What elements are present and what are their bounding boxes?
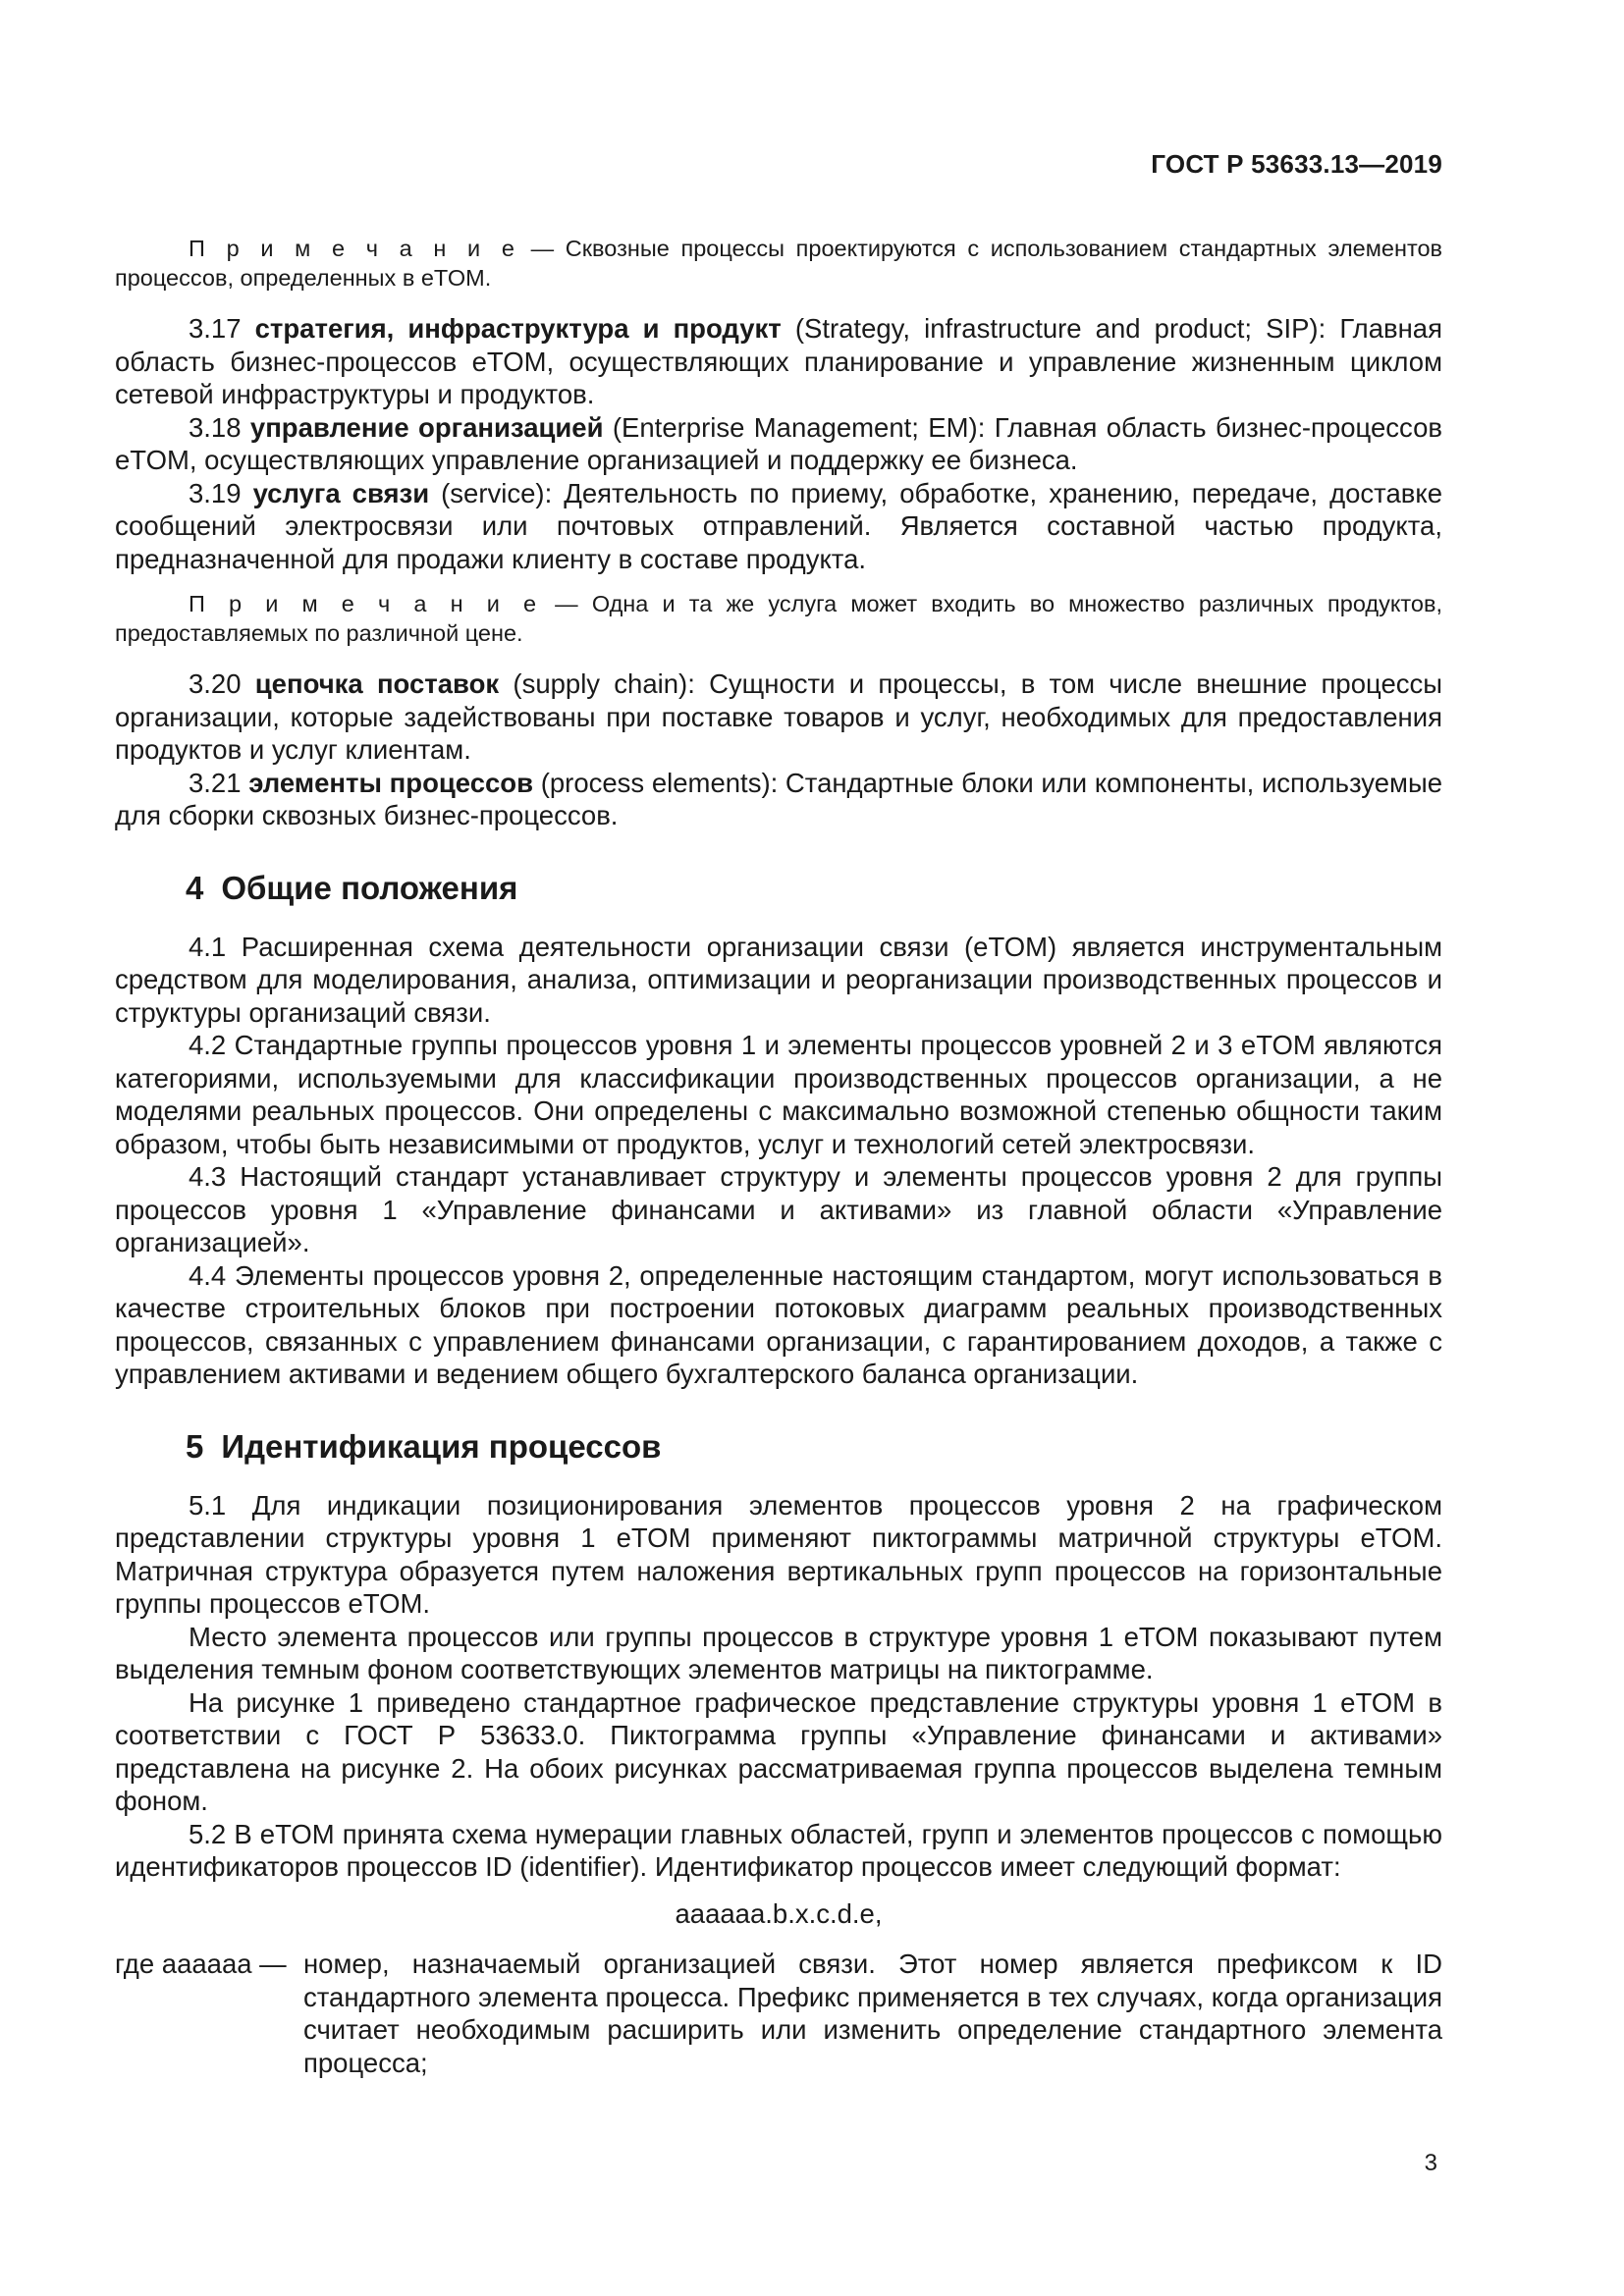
section-number: 5: [186, 1427, 204, 1465]
definition-number: 3.18: [189, 411, 250, 443]
definition-number: 3.17: [189, 313, 255, 344]
note-2: [115, 589, 1442, 648]
note-text: — Сквозные процессы проектируются с использованием стандартных элементов процессов, определенных в eTOM.: [115, 236, 1442, 291]
note-text: — Одна и та же услуга может входить во множество различных продуктов, предоставляемых по различной цене.: [115, 591, 1442, 646]
definition-number: 3.19: [189, 477, 253, 508]
definition-term: услуга связи: [252, 477, 430, 508]
definition-number: 3.21: [189, 767, 249, 798]
page-number: 3: [1424, 2150, 1437, 2176]
paragraph-4-2: 4.2 Стандартные группы процессов уровня 1 и элементы процессов уровней 2 и 3 eTOM являются категориями, используемыми для классификации производственных процессов организации, а не моделями реальных процессов. Они определены с максимально возможной степенью общности таким образом, чтобы быть независимыми от продуктов, услуг и технологий сетей электросвязи.: [115, 1030, 1442, 1159]
section-title: Идентификация процессов: [221, 1427, 662, 1465]
section-number: 4: [186, 869, 204, 906]
section-5-heading: [186, 1428, 1442, 1466]
paragraph-4-4: 4.4 Элементы процессов уровня 2, определенные настоящим стандартом, могут использоваться в качестве строительных блоков при построении потоковых диаграмм реальных производственных процессов, связанных с управлением финансами организации, с гарантированием доходов, а также с управлением активами и ведением общего бухгалтерского баланса организации.: [115, 1259, 1442, 1389]
paragraph-4-1: 4.1 Расширенная схема деятельности организации связи (eTOM) является инструментальным средством для моделирования, анализа, оптимизации и реорганизации производственных процессов и структуры организаций связи.: [115, 931, 1442, 1028]
note-label: П р и м е ч а н и е: [189, 236, 519, 261]
note-label: П р и м е ч а н и е: [189, 591, 542, 616]
paragraph-5-1-b: Место элемента процессов или группы процессов в структуре уровня 1 eTOM показывают путем выделения темным фоном соответствующих элементов матрицы на пиктограмме.: [115, 1621, 1442, 1684]
definition-text: (Enterprise Management; EM): Главная область бизнес-процессов eTOM, осуществляющих управление организацией и поддержку ее бизнеса.: [115, 411, 1442, 475]
paragraph-5-1-c: На рисунке 1 приведено стандартное графическое представление структуры уровня 1 eTOM в соответствии с ГОСТ Р 53633.0. Пиктограмма группы «Управление финансами и активами» представлена на рисунке 2. На обоих рисунках рассматриваемая группа процессов выделена темным фоном.: [115, 1686, 1442, 1816]
definition-3-21: [115, 767, 1442, 832]
paragraph-5-1: 5.1 Для индикации позиционирования элементов процессов уровня 2 на графическом представлении структуры уровня 1 eTOM применяют пиктограммы матричной структуры eTOM. Матричная структура образуется путем наложения вертикальных групп процессов на горизонтальные группы процессов eTOM.: [115, 1489, 1442, 1619]
formula-variable-label: где aaaaaa —: [115, 1949, 287, 1979]
formula-variable-text: номер, назначаемый организацией связи. Этот номер является префиксом к ID стандартного элемента процесса. Префикс применяется в тех случаях, когда организация считает необходимым расширить или изменить определение стандартного элемента процесса;: [303, 1949, 1442, 2078]
definition-term: элементы процессов: [248, 767, 534, 798]
definition-3-17: [115, 312, 1442, 411]
definition-text: (process elements): Стандартные блоки или компоненты, используемые для сборки сквозных бизнес-процессов.: [115, 767, 1443, 830]
definition-text: (service): Деятельность по приему, обработке, хранению, передаче, доставке сообщений электросвязи или почтовых отправлений. Является составной частью продукта, предназначенной для продажи клиенту в составе продукта.: [115, 477, 1442, 574]
definition-term: управление организацией: [249, 411, 604, 443]
definition-3-18: [115, 411, 1442, 477]
paragraph-5-2: 5.2 В eTOM принята схема нумерации главных областей, групп и элементов процессов с помощью идентификаторов процессов ID (identifier). Идентификатор процессов имеет следующий формат:: [115, 1818, 1442, 1882]
page-content: [115, 226, 1442, 2079]
section-4-heading: [186, 870, 1442, 907]
definition-3-19: [115, 477, 1442, 576]
document-header: ГОСТ Р 53633.13—2019: [1151, 149, 1442, 179]
definition-term: стратегия, инфраструктура и продукт: [254, 313, 782, 344]
id-format-formula: aaaaaa.b.x.c.d.e,: [675, 1897, 883, 1929]
formula-explanation: [115, 1948, 1442, 2079]
paragraph-4-3: 4.3 Настоящий стандарт устанавливает структуру и элементы процессов уровня 2 для группы процессов уровня 1 «Управление финансами и активами» из главной области «Управление организацией».: [115, 1161, 1442, 1257]
section-title: Общие положения: [221, 869, 518, 906]
definition-term: цепочка поставок: [254, 668, 500, 699]
definition-text: (supply chain): Сущности и процессы, в том числе внешние процессы организации, которые задействованы при поставке товаров и услуг, необходимых для предоставления продуктов и услуг клиентам.: [115, 668, 1442, 765]
note-1: [115, 234, 1442, 293]
definition-number: 3.20: [189, 668, 255, 699]
definition-text: (Strategy, infrastructure and product; SIP): Главная область бизнес-процессов eTOM, осуществляющих планирование и управление жизненным циклом сетевой инфраструктуры и продуктов.: [115, 313, 1442, 409]
definition-3-20: [115, 667, 1442, 767]
